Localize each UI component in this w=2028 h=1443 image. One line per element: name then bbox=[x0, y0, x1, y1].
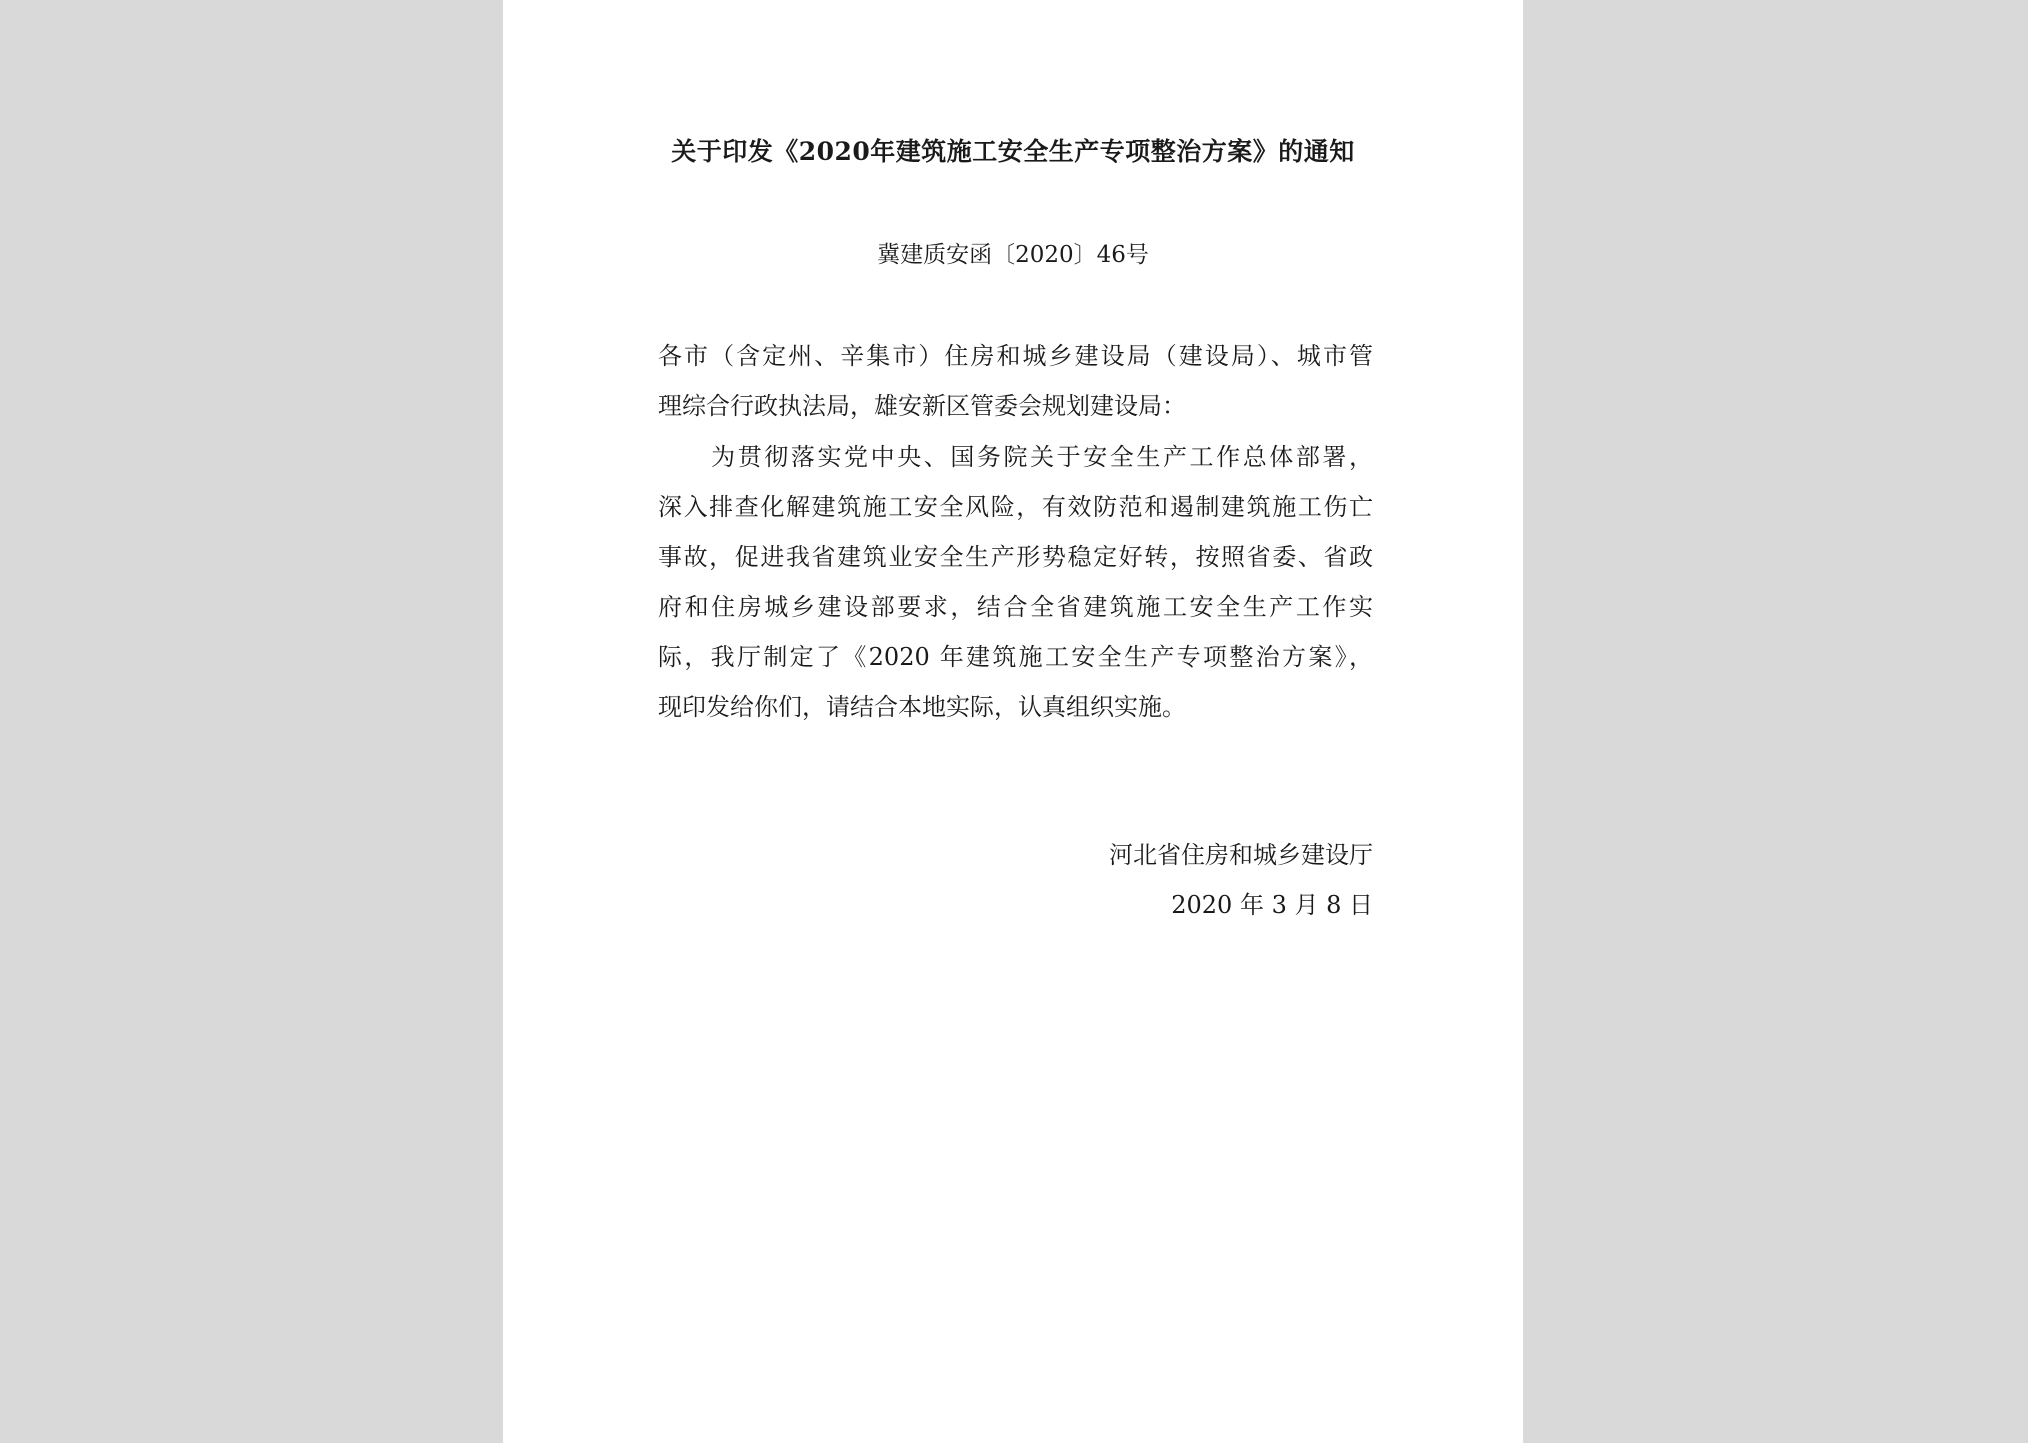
body-line-1: 为贯彻落实党中央、国务院关于安全生产工作总体部署， bbox=[658, 443, 1373, 471]
body-line-5: 际，我厅制定了《2020 年建筑施工安全生产专项整治方案》， bbox=[658, 643, 1373, 671]
body-line-2: 深入排查化解建筑施工安全风险，有效防范和遏制建筑施工伤亡 bbox=[658, 493, 1373, 521]
signature-date: 2020 年 3 月 8 日 bbox=[1171, 891, 1373, 919]
body-line-4: 府和住房城乡建设部要求，结合全省建筑施工安全生产工作实 bbox=[658, 593, 1373, 621]
salutation-line-2: 理综合行政执法局，雄安新区管委会规划建设局： bbox=[658, 392, 1186, 420]
body-line-3: 事故，促进我省建筑业安全生产形势稳定好转，按照省委、省政 bbox=[658, 543, 1373, 571]
signature-org: 河北省住房和城乡建设厅 bbox=[1109, 841, 1373, 869]
document-page bbox=[503, 0, 1523, 1443]
salutation-line-1: 各市（含定州、辛集市）住房和城乡建设局（建设局）、城市管 bbox=[658, 342, 1373, 370]
document-number: 冀建质安函〔2020〕46号 bbox=[877, 242, 1149, 268]
body-line-6: 现印发给你们，请结合本地实际，认真组织实施。 bbox=[658, 693, 1186, 721]
document-title: 关于印发《2020年建筑施工安全生产专项整治方案》的通知 bbox=[671, 137, 1355, 166]
